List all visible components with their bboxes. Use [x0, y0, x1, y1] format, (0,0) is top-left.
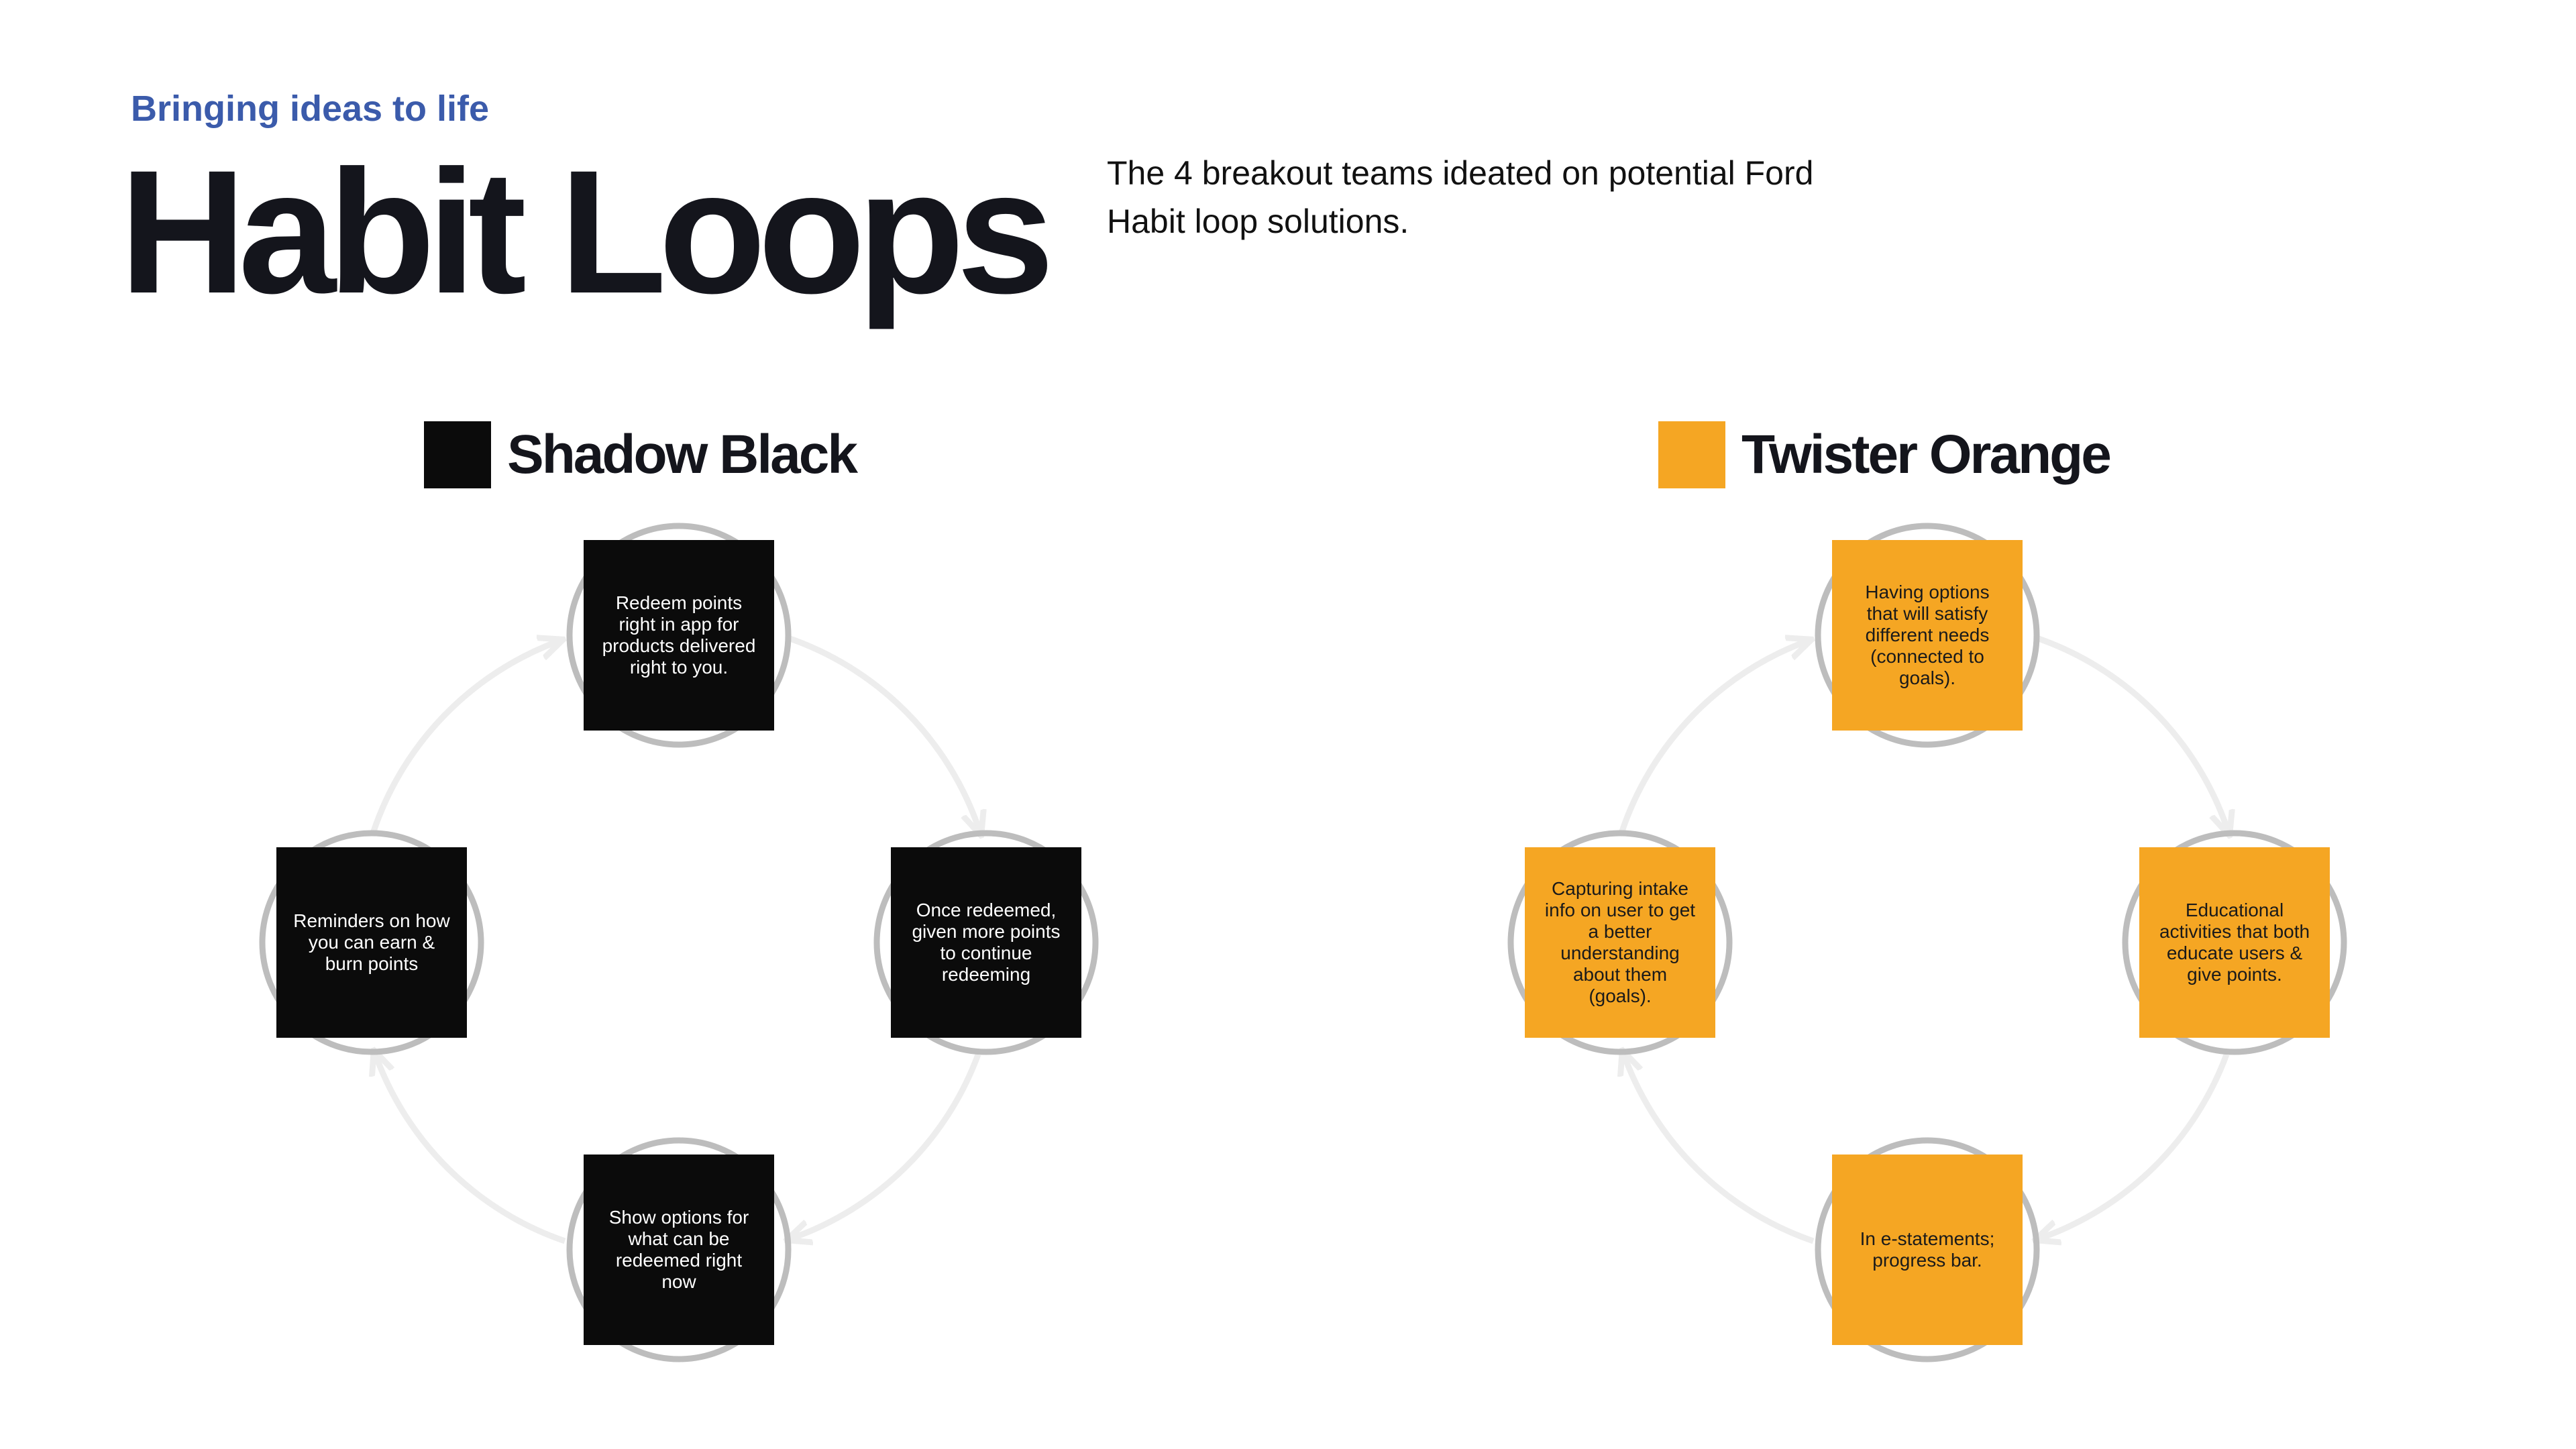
team-header-twister-orange	[1658, 421, 2110, 488]
node-text: Redeem points right in app for products delivered right to you.	[602, 592, 756, 678]
shadow-black-swatch	[424, 421, 491, 488]
arc-right-to-bottom	[2040, 1055, 2226, 1238]
team-header-shadow-black	[424, 421, 856, 488]
node-text: Reminders on how you can earn & burn points	[293, 910, 450, 974]
shadow-black-node-left	[276, 847, 467, 1038]
shadow-black-node-top	[584, 540, 774, 731]
node-text: Show options for what can be redeemed right now	[608, 1207, 749, 1292]
twister-orange-node-right	[2139, 847, 2330, 1038]
arc-left-to-top	[1621, 641, 1807, 833]
arc-bottom-to-left	[1624, 1055, 1813, 1241]
node-text: In e-statements; progress bar.	[1860, 1228, 1995, 1271]
node-text: Once redeemed, given more points to continue redeeming	[912, 900, 1061, 985]
team-name-twister-orange: Twister Orange	[1741, 424, 2110, 485]
eyebrow-heading: Bringing ideas to life	[131, 89, 490, 129]
node-text: Having options that will satisfy different needs (connected to goals).	[1865, 582, 1990, 688]
twister-orange-node-left	[1525, 847, 1715, 1038]
node-text: Educational activities that both educate users & give points.	[2159, 900, 2310, 985]
arc-top-to-right	[786, 637, 979, 830]
shadow-black-node-right	[891, 847, 1081, 1038]
twister-orange-node-top	[1832, 540, 2023, 731]
arc-right-to-bottom	[792, 1055, 978, 1238]
team-name-shadow-black: Shadow Black	[507, 424, 856, 485]
page-title: Habit Loops	[119, 133, 1046, 330]
node-text: Capturing intake info on user to get a better understanding about them (goals).	[1544, 878, 1696, 1006]
shadow-black-node-bottom	[584, 1155, 774, 1345]
twister-orange-swatch	[1658, 421, 1725, 488]
arc-top-to-right	[2035, 637, 2228, 830]
arc-bottom-to-left	[376, 1055, 565, 1241]
intro-text: The 4 breakout teams ideated on potential Ford Habit loop solutions.	[1107, 154, 1814, 240]
twister-orange-node-bottom	[1832, 1155, 2023, 1345]
arc-left-to-top	[373, 641, 558, 833]
